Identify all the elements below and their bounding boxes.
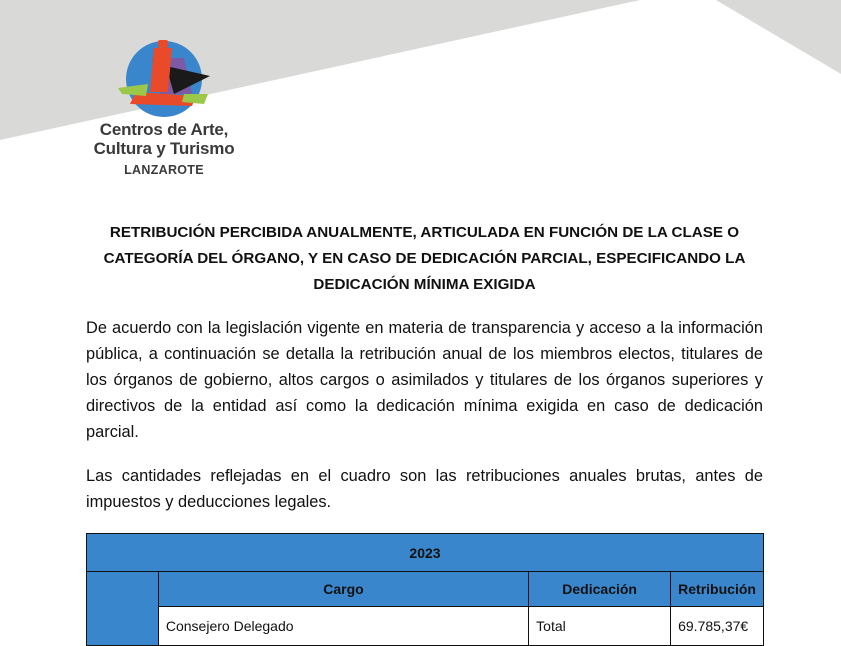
logo-line-3: LANZAROTE [124, 163, 204, 177]
intro-paragraph: De acuerdo con la legislación vigente en materia de transparencia y acceso a la información pública, a continuación se detalla la retribución anual de los miembros electos, titulares de los órganos de gobierno, altos cargos o asimilados y titulares de los órganos superiores y directivos de la entidad así como la dedicación mínima exigida en caso de dedicación parcial. [86, 319, 763, 441]
column-header-dedicacion: Dedicación [529, 572, 671, 607]
table-row [87, 607, 764, 646]
column-header-retribucion: Retribución [671, 572, 764, 607]
table-header-row [87, 572, 764, 607]
logo-line-2: Cultura y Turismo [93, 139, 235, 158]
cell-retribucion: 69.785,37€ [671, 607, 764, 646]
cell-dedicacion: Total [529, 607, 671, 646]
table-year-header: 2023 [87, 534, 764, 572]
amounts-note-paragraph: Las cantidades reflejadas en el cuadro son las retribuciones anuales brutas, antes de impuestos y deducciones legales. [86, 467, 763, 511]
table-blank-cell [87, 572, 159, 646]
logo-line-1: Centros de Arte, [99, 120, 229, 139]
document-heading: RETRIBUCIÓN PERCIBIDA ANUALMENTE, ARTICULADA EN FUNCIÓN DE LA CLASE O CATEGORÍA DEL ÓRGANO, Y EN CASO DE DEDICACIÓN PARCIAL, ESPECIFICANDO LA DEDICACIÓN MÍNIMA EXIGIDA [103, 224, 746, 293]
cell-cargo: Consejero Delegado [158, 607, 528, 646]
retribution-table [86, 533, 764, 646]
table-year-row [87, 534, 764, 572]
column-header-cargo: Cargo [158, 572, 528, 607]
logo-text [84, 120, 244, 177]
